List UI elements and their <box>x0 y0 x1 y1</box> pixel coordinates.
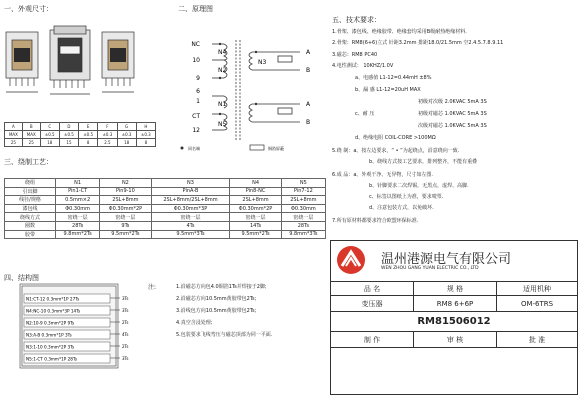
tape-label-5: 2Ts <box>122 344 129 349</box>
layer-4: N3:A-B 0.3mm*1P 3Ts <box>26 332 72 338</box>
model-value: OM-6TRS <box>497 296 578 312</box>
pin-label-b-top: B <box>306 67 311 74</box>
company-name-cn: 温州港源电气有限公司 <box>381 252 512 267</box>
pin-label-a-top: A <box>306 49 311 56</box>
winding-label-n3: N3 <box>258 59 267 66</box>
section3-title: 三、绕制工艺： <box>4 158 53 166</box>
pin-label-9: 9 <box>196 75 200 82</box>
layer-1: N1:CT-12 0.3mm*1P 27Ts <box>26 296 80 302</box>
table-row: 圈数 28Ts 9Ts 4Ts 14Ts 28Ts <box>5 221 326 230</box>
table-row: 胶带 9.8mm*2Ts 9.5mm*2Ts 9.5mm*3Ts 9.5mm*2Ts 9.8mm*3Ts <box>5 230 326 239</box>
req-6d: d、注意包装方式，以免破坏. <box>369 205 434 211</box>
title-block <box>330 240 578 395</box>
schematic-diagram <box>160 30 330 155</box>
section4-title: 四、结构图 <box>4 274 39 282</box>
header-model: 适用机种 <box>497 282 578 296</box>
req-4d: d、绝缘电阻 COIL-CORE >100MΩ <box>355 135 436 141</box>
note-item: 5.包装要求飞线弯压与磁芯顶部为同一平面. <box>176 332 273 338</box>
req-4c-1: 初级对次级 2.0KVAC 5mA 3S <box>418 99 487 105</box>
footer-approve: 批 准 <box>497 332 578 348</box>
pin-label-a-bottom: A <box>306 101 311 108</box>
req-4b: b、漏 感 L1-12=20uH MAX <box>355 87 421 93</box>
spec-value: RM8 6+6P <box>414 296 497 312</box>
req-4c-label: c、耐 压 <box>355 111 375 117</box>
table-row: 引出脚 Pin1-CT Pin9-10 PinA-B Pin8-NC Pin7-12 <box>5 187 326 196</box>
table-row: 线径/规格 0.5mm×2 2SL+8mm 2SL+8mm/2SL+8mm 2SL+8mm 2SL+8mm <box>5 196 326 205</box>
req-6c: c、标签以图纸上为准，要求唛票. <box>369 194 444 200</box>
core-dimension-drawings <box>2 22 152 102</box>
pin-label-nc: NC <box>191 41 200 48</box>
title-table <box>330 281 578 348</box>
req-6b: b、针脚要求二次焊锡，无黑点，虚焊、高脚. <box>369 183 469 189</box>
pin-label-10: 10 <box>192 57 200 64</box>
pin-label-b-bottom: B <box>306 119 311 126</box>
req-7: 7.所有原材料都要求符合欧盟环保标准. <box>332 218 419 224</box>
req-3: 3.磁芯：RM8 PC40 <box>332 52 378 58</box>
tape-label-6: 3Ts <box>122 356 129 361</box>
tape-label-4: 4Ts <box>122 332 129 337</box>
section5-title: 五、技术要求： <box>332 16 381 24</box>
table-row: 漆包线 Φ0.30mm Φ0.30mm*2P Φ0.30mm*3P Φ0.30mm*2P Φ0.30mm <box>5 204 326 213</box>
tape-label-1: 3Ts <box>122 296 129 301</box>
layer-6: N5:1-CT 0.3mm*1P 28Ts <box>26 356 78 362</box>
winding-label-n1: N1 <box>218 101 227 108</box>
winding-label-n2: N2 <box>218 67 227 74</box>
product-value: 变压器 <box>331 296 414 312</box>
req-1: 1.骨架、漆包线、绝缘胶带、绝缘套均采用B级耐热绝缘材料. <box>332 29 467 35</box>
req-2: 2.骨架：RM8(6+6)立式 针距3.2mm 排距18.0/21.5mm 空2.4.5.7.8.9.11 <box>332 40 504 46</box>
header-spec: 规 格 <box>414 282 497 296</box>
notes-list <box>176 284 326 338</box>
logo-mark-icon <box>337 246 365 274</box>
footer-check: 审 核 <box>414 332 497 348</box>
company-name-en: WEN ZHOU GANG YUAN ELECTRIC CO., LTD <box>381 266 479 271</box>
req-4c-3: 次级对磁芯 1.0KVAC 5mA 3S <box>418 123 487 129</box>
section2-title: 二、原理图 <box>178 5 213 13</box>
note-item: 1.沿磁芯方向包4.0铜箔1Ts并焊接于2脚; <box>176 284 267 290</box>
company-logo <box>337 246 365 274</box>
winding-label-n5: N5 <box>218 121 227 128</box>
layer-5: N3:1-10 0.3mm*2P 3Ts <box>26 344 75 350</box>
pin-label-12: 12 <box>192 127 200 134</box>
pin-label-6: 6 <box>196 88 200 95</box>
note-item: 4.真空含浸处理; <box>176 320 213 326</box>
tape-label-2: 3Ts <box>122 308 129 313</box>
legend-dot-label: 同名端 <box>188 146 200 151</box>
pin-label-1: 1 <box>196 98 200 105</box>
table-row: 绕线方式 密绕一层 密绕一层 密绕一层 密绕一层 密绕一层 <box>5 213 326 222</box>
layer-3: N2:10-9 0.3mm*2P 9Ts <box>26 320 75 326</box>
notes-label: 注: <box>148 284 157 291</box>
req-5a: 5.绕 制：a、按左边要求，“ • ”为起绕点，沿意绕向一致. <box>332 148 460 154</box>
dimension-table: A B C D E F G H MAX MAX ±0.5 ±0.5 ±0.5 ±0.3 ±0.3 ±0.3 25 25 18 15 8 2.5 18 8 <box>4 122 156 147</box>
note-item: 3.沿线包方向10.5mm黄胶带包2Ts; <box>176 308 257 314</box>
footer-made: 制 作 <box>331 332 414 348</box>
header-product: 品 名 <box>331 282 414 296</box>
req-4a: a、电感值 L1-12=0.44mH ±8% <box>355 75 432 81</box>
req-4c-2: 初级对磁芯 1.0KVAC 5mA 3S <box>418 111 487 117</box>
winding-process-table: 绕组 N1 N2 N3 N4 N5 引出脚 Pin1-CT Pin9-10 PinA-B Pin8-NC Pin7-12 线径/规格 0.5mm×2 2SL+8mm 2SL+8mm/2SL+8mm 2SL+8mm 2SL+8mm 漆包线 Φ0.30mm Φ0.30mm*2P Φ0.30mm*3P Φ0.30mm*2P Φ0.30mm 绕线方式 密绕一层 密绕一层 密绕一层 密绕一层 密绕一层 圈数 28Ts 9Ts 4Ts 14Ts 28Ts 胶带 9.8mm*2Ts 9.5mm*2Ts 9.5mm*3Ts 9.5mm*2Ts 9.8mm*3Ts <box>4 178 326 239</box>
winding-label-n4: N4 <box>218 49 227 56</box>
drawing-number: RM81506012 <box>331 312 578 332</box>
structure-diagram <box>6 282 146 370</box>
pin-label-ct: CT <box>192 113 200 120</box>
note-item: 2.沿磁芯方向10.5mm黄胶带包2Ts; <box>176 296 257 302</box>
req-6a: 6.成 品：a、外观干净、无异物，尺寸如左图. <box>332 172 434 178</box>
req-4: 4.电性测试： 10KHZ/1.0V <box>332 63 394 69</box>
layer-2: N4:NC-10 0.3mm*3P 14Ts <box>26 308 81 314</box>
section1-title: 一、外观尺寸： <box>4 5 53 13</box>
legend-shield-label: 铜箔屏蔽 <box>268 146 284 151</box>
req-5b: b、绕线方式按工艺要求，排列整齐，不能有重叠 <box>369 159 478 165</box>
tape-label-3: 2Ts <box>122 320 129 325</box>
